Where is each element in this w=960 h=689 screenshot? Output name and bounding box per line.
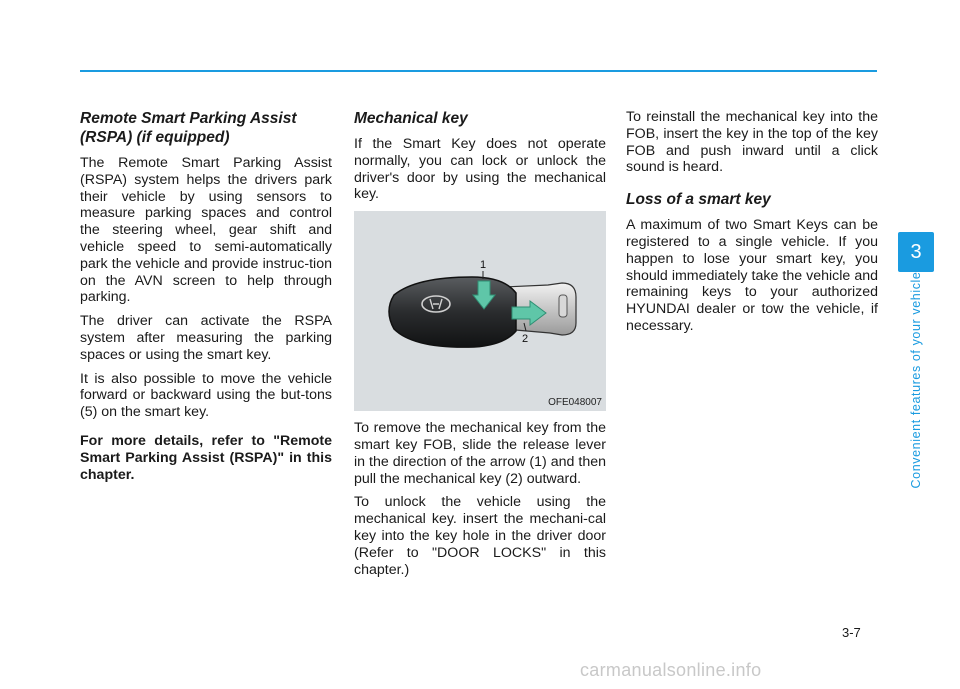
mechanical-key-heading: Mechanical key — [354, 110, 468, 127]
rspa-reference-note: For more details, refer to "Remote Smart Parking Assist (RSPA)" in this chapter. — [80, 432, 332, 483]
page-number: 3-7 — [842, 625, 861, 640]
mechanical-key-paragraph-1: To remove the mechanical key from the smart key FOB, slide the release lever in the direction of the arrow (1) and then pull the mechanical key (2) outward. — [354, 420, 606, 487]
rspa-heading: Remote Smart Parking Assist (RSPA) (if equipped) — [80, 110, 297, 146]
reinstall-paragraph: To reinstall the mechanical key into the FOB, insert the key in the top of the key FOB and push inward until a click sound is heard. — [626, 109, 878, 176]
watermark: carmanualsonline.info — [580, 660, 762, 680]
key-ring-slot — [559, 295, 567, 317]
loss-of-key-paragraph: A maximum of two Smart Keys can be registered to a single vehicle. If you happen to lose your smart key, you should immediately take the vehicle and remaining keys to your authorized HYUNDAI dealer or tow the vehicle, if necessary. — [626, 217, 878, 334]
figure-label-2: 2 — [522, 333, 529, 346]
header-rule — [80, 70, 877, 72]
column-loss-of-key — [626, 109, 878, 342]
smart-key-illustration — [354, 211, 606, 411]
chapter-side-title: Convenient features of your vehicle — [909, 271, 923, 489]
rspa-paragraph-3: It is also possible to move the vehicle forward or backward using the but-tons (5) on the smart key. — [80, 370, 332, 421]
mechanical-key-intro: If the Smart Key does not operate normally, you can lock or unlock the driver's door by using the mechanical key. — [354, 136, 606, 203]
smart-key-fob — [389, 277, 516, 347]
rspa-paragraph-1: The Remote Smart Parking Assist (RSPA) system helps the drivers park their vehicle by using sensors to measure parking spaces and control the steering wheel, gear shift and vehicle speed to semi-automatically park the vehicle and provide instruc-tion on the AVN screen to help through parking. — [80, 155, 332, 306]
figure-label-1: 1 — [480, 259, 487, 272]
column-mechanical-key — [354, 109, 606, 585]
column-rspa — [80, 109, 332, 490]
chapter-tab: 3 — [898, 232, 934, 272]
figure-code: OFE048007 — [548, 397, 602, 409]
mechanical-key-paragraph-2: To unlock the vehicle using the mechanical key. insert the mechani-cal key into the key hole in the driver door (Refer to "DOOR LOCKS" in this chapter.) — [354, 494, 606, 578]
loss-of-key-heading: Loss of a smart key — [626, 191, 771, 209]
rspa-paragraph-2: The driver can activate the RSPA system after measuring the parking spaces or using the smart key. — [80, 313, 332, 363]
smart-key-figure — [354, 211, 606, 411]
